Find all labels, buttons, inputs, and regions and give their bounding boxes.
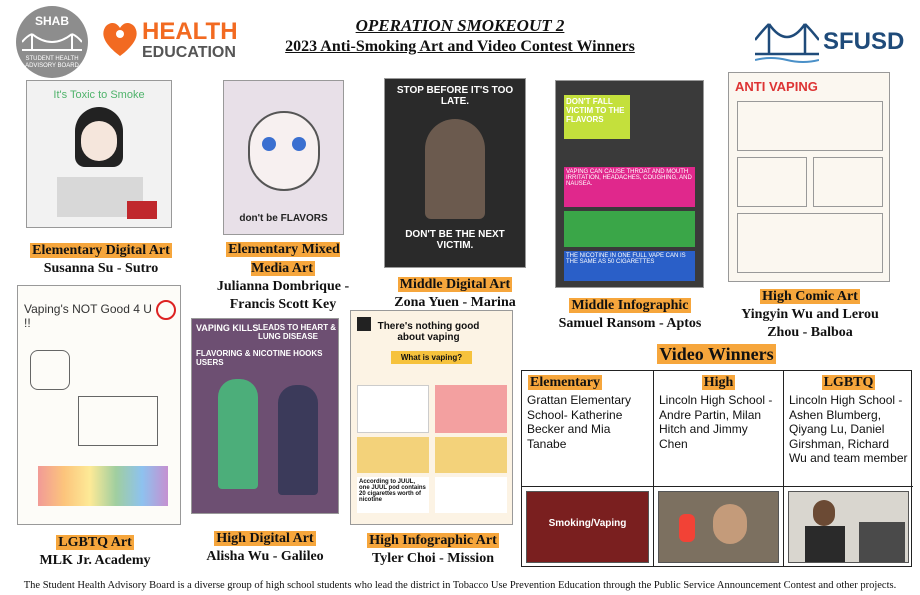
category-label: Elementary Digital Art — [32, 243, 170, 258]
video-thumbnail[interactable] — [526, 491, 649, 563]
video-col-heading: Elementary — [530, 375, 600, 390]
winner-name: Tyler Choi - Mission — [372, 551, 494, 566]
category-label: High Infographic Art — [369, 533, 497, 548]
category-label: LGBTQ Art — [58, 535, 132, 550]
video-col-text: Lincoln High School - Ashen Blumberg, Qiyang Lu, Daniel Girshman, Richard Wu and team member — [789, 393, 908, 465]
artwork-text-3: FLAVORING & NICOTINE HOOKS USERS — [196, 349, 323, 367]
artwork-high-comic — [728, 72, 890, 282]
video-col-heading: LGBTQ — [823, 375, 874, 390]
category-label: Elementary Mixed Media Art — [228, 242, 340, 276]
winner-name: Samuel Ransom - Aptos — [558, 316, 702, 331]
video-col-elementary — [522, 371, 654, 566]
video-winners-table — [521, 370, 912, 567]
caption-elementary-digital — [26, 242, 176, 278]
video-col-lgbtq — [784, 371, 913, 566]
artwork-text-3: According to JUUL, one JUUL pod contains 20 cigarettes worth of nicotine — [357, 477, 429, 513]
artwork-text: ANTI VAPING — [735, 79, 818, 94]
artwork-text: STOP BEFORE IT'S TOO LATE. — [396, 85, 514, 107]
artwork-middle-infographic — [555, 80, 704, 288]
category-label: Middle Infographic — [571, 298, 689, 313]
artwork-text-2: VAPING CAN CAUSE THROAT AND MOUTH IRRITATION, HEADACHES, COUGHING, AND NAUSEA. — [564, 167, 695, 207]
caption-middle-infographic — [550, 297, 710, 333]
artwork-text: There's nothing good about vaping — [377, 321, 480, 343]
artwork-text-2: DON'T BE THE NEXT VICTIM. — [405, 229, 505, 251]
video-col-heading: High — [703, 375, 734, 390]
artwork-elementary-digital — [26, 80, 172, 228]
artwork-elementary-mixed — [223, 80, 344, 235]
education-logo-text: EDUCATION — [142, 44, 236, 61]
winner-name: Julianna Dombrique - Francis Scott Key — [216, 279, 350, 312]
caption-high-comic — [730, 288, 890, 342]
artwork-text-2: LEADS TO HEART & LUNG DISEASE — [258, 323, 337, 341]
category-label: High Digital Art — [216, 531, 314, 546]
video-winners-title: Video Winners — [659, 344, 774, 364]
artwork-text: Vaping's NOT Good 4 U !! — [24, 302, 152, 330]
artwork-middle-digital — [384, 78, 526, 268]
page-title: OPERATION SMOKEOUT 2 — [355, 16, 565, 35]
artwork-high-infographic — [350, 310, 513, 525]
artwork-text-3: THE NICOTINE IN ONE FULL VAPE CAN IS THE SAME AS 50 CIGARETTES — [564, 251, 695, 281]
page-subtitle: 2023 Anti-Smoking Art and Video Contest Winners — [285, 38, 635, 55]
artwork-text: VAPING KILLS — [196, 323, 259, 333]
artwork-text: DON'T FALL VICTIM TO THE FLAVORS — [564, 95, 630, 139]
winner-name: Alisha Wu - Galileo — [206, 549, 324, 564]
artwork-lgbtq — [17, 285, 181, 525]
winner-name: Zona Yuen - Marina — [394, 295, 516, 310]
sfusd-logo — [755, 16, 905, 70]
footer-text: The Student Health Advisory Board is a diverse group of high school students who lead the district in Tobacco Use Prevention Education through the Public Service Announcement Contest and other projects. — [23, 580, 897, 591]
video-thumbnail[interactable] — [788, 491, 909, 563]
artwork-text: It's Toxic to Smoke — [53, 89, 145, 101]
artwork-text-2: What is vaping? — [391, 351, 472, 364]
video-thumbnail[interactable] — [658, 491, 779, 563]
caption-elementary-mixed — [200, 240, 366, 314]
video-col-text: Lincoln High School - Andre Partin, Milan Hitch and Jimmy Chen — [659, 393, 773, 451]
video-winners-heading — [521, 344, 912, 365]
sfusd-logo-text: SFUSD — [823, 28, 905, 55]
winner-name: Yingyin Wu and Lerou Zhou - Balboa — [741, 307, 879, 340]
caption-lgbtq — [20, 534, 170, 570]
caption-middle-digital — [380, 276, 530, 312]
winner-name: Susanna Su - Sutro — [43, 261, 159, 276]
category-label: Middle Digital Art — [399, 277, 511, 292]
golden-gate-bridge-icon — [755, 20, 819, 64]
winner-name: MLK Jr. Academy — [39, 553, 151, 568]
caption-high-digital — [185, 530, 345, 566]
video-col-high — [654, 371, 784, 566]
video-thumbnail-text: Smoking/Vaping — [548, 518, 627, 529]
shab-logo-text: SHAB — [34, 14, 69, 28]
category-label: High Comic Art — [762, 289, 858, 304]
caption-high-infographic — [350, 532, 516, 568]
health-logo-text: HEALTH — [142, 18, 238, 45]
artwork-high-digital — [191, 318, 339, 514]
artwork-text: don't be FLAVORS — [239, 213, 328, 224]
video-col-text: Grattan Elementary School- Katherine Becker and Mia Tanabe — [527, 393, 632, 451]
shab-logo-subtitle: STUDENT HEALTH ADVISORY BOARD — [25, 56, 79, 69]
